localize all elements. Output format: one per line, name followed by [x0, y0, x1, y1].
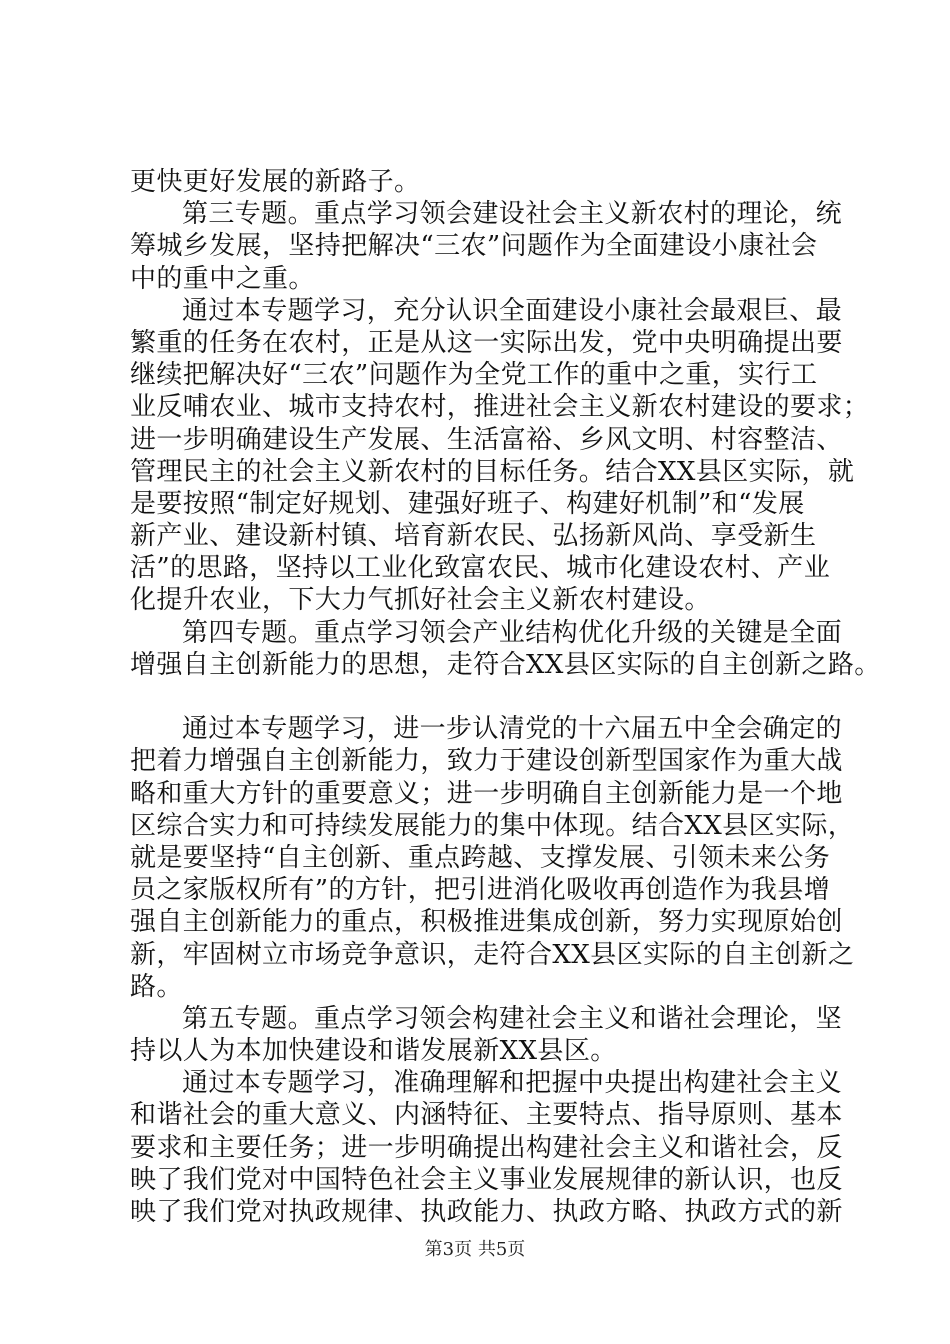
- text-line: 持以人为本加快建设和谐发展新XX县区。: [130, 1036, 617, 1067]
- text-line: 更快更好发展的新路子。: [130, 167, 421, 197]
- text-line: 员之家版权所有”的方针，把引进消化吸收再创造作为我县增: [130, 875, 831, 906]
- text-line: 通过本专题学习，准确理解和把握中央提出构建社会主义: [182, 1068, 843, 1099]
- text-line: 增强自主创新能力的思想，走符合XX县区实际的自主创新之路。: [130, 649, 881, 680]
- document-body: [130, 166, 881, 1228]
- text-line: 繁重的任务在农村，正是从这一实际出发，党中央明确提出要: [130, 327, 843, 358]
- text-line: 是要按照“制定好规划、建强好班子、构建好机制”和“发展: [130, 488, 805, 519]
- text-line: 新产业、建设新村镇、培育新农民、弘扬新风尚、享受新生: [130, 521, 817, 552]
- text-line: 略和重大方针的重要意义；进一步明确自主创新能力是一个地: [130, 778, 843, 809]
- text-line: 第三专题。重点学习领会建设社会主义新农村的理论，统: [182, 199, 843, 230]
- text-line: 业反哺农业、城市支持农村，推进社会主义新农村建设的要求；: [130, 392, 870, 423]
- text-line: 区综合实力和可持续发展能力的集中体现。结合XX县区实际，: [130, 810, 855, 841]
- text-line: 通过本专题学习，充分认识全面建设小康社会最艰巨、最: [182, 295, 843, 326]
- text-line: 映了我们党对中国特色社会主义事业发展规律的新认识，也反: [130, 1164, 843, 1195]
- text-line: 进一步明确建设生产发展、生活富裕、乡风文明、村容整洁、: [130, 424, 843, 455]
- text-line: 新，牢固树立市场竞争意识，走符合XX县区实际的自主创新之: [130, 939, 855, 970]
- text-line: 路。: [130, 971, 183, 1002]
- text-line: 管理民主的社会主义新农村的目标任务。结合XX县区实际，就: [130, 456, 855, 487]
- text-line: 和谐社会的重大意义、内涵特征、主要特点、指导原则、基本: [130, 1100, 843, 1131]
- text-line: 继续把解决好“三农”问题作为全党工作的重中之重，实行工: [130, 360, 818, 391]
- text-line: 筹城乡发展，坚持把解决“三农”问题作为全面建设小康社会: [130, 231, 818, 262]
- text-line: 映了我们党对执政规律、执政能力、执政方略、执政方式的新: [130, 1197, 843, 1227]
- text-line: 把着力增强自主创新能力，致力于建设创新型国家作为重大战: [130, 746, 843, 777]
- text-line: 通过本专题学习，进一步认清党的十六届五中全会确定的: [182, 714, 843, 745]
- text-line: 第五专题。重点学习领会构建社会主义和谐社会理论，坚: [182, 1003, 843, 1034]
- text-line: 中的重中之重。: [130, 263, 315, 294]
- text-line: 强自主创新能力的重点，积极推进集成创新，努力实现原始创: [130, 907, 843, 938]
- text-line: 要求和主要任务；进一步明确提出构建社会主义和谐社会，反: [130, 1132, 843, 1163]
- text-line: 化提升农业，下大力气抓好社会主义新农村建设。: [130, 585, 711, 616]
- text-line: 就是要坚持“自主创新、重点跨越、支撑发展、引领未来公务: [130, 842, 831, 873]
- page-footer: 第3页 共5页: [424, 1239, 526, 1260]
- text-line: 活”的思路，坚持以工业化致富农民、城市化建设农村、产业: [130, 553, 831, 584]
- text-line: 第四专题。重点学习领会产业结构优化升级的关键是全面: [182, 617, 843, 648]
- blank-line: [130, 681, 830, 713]
